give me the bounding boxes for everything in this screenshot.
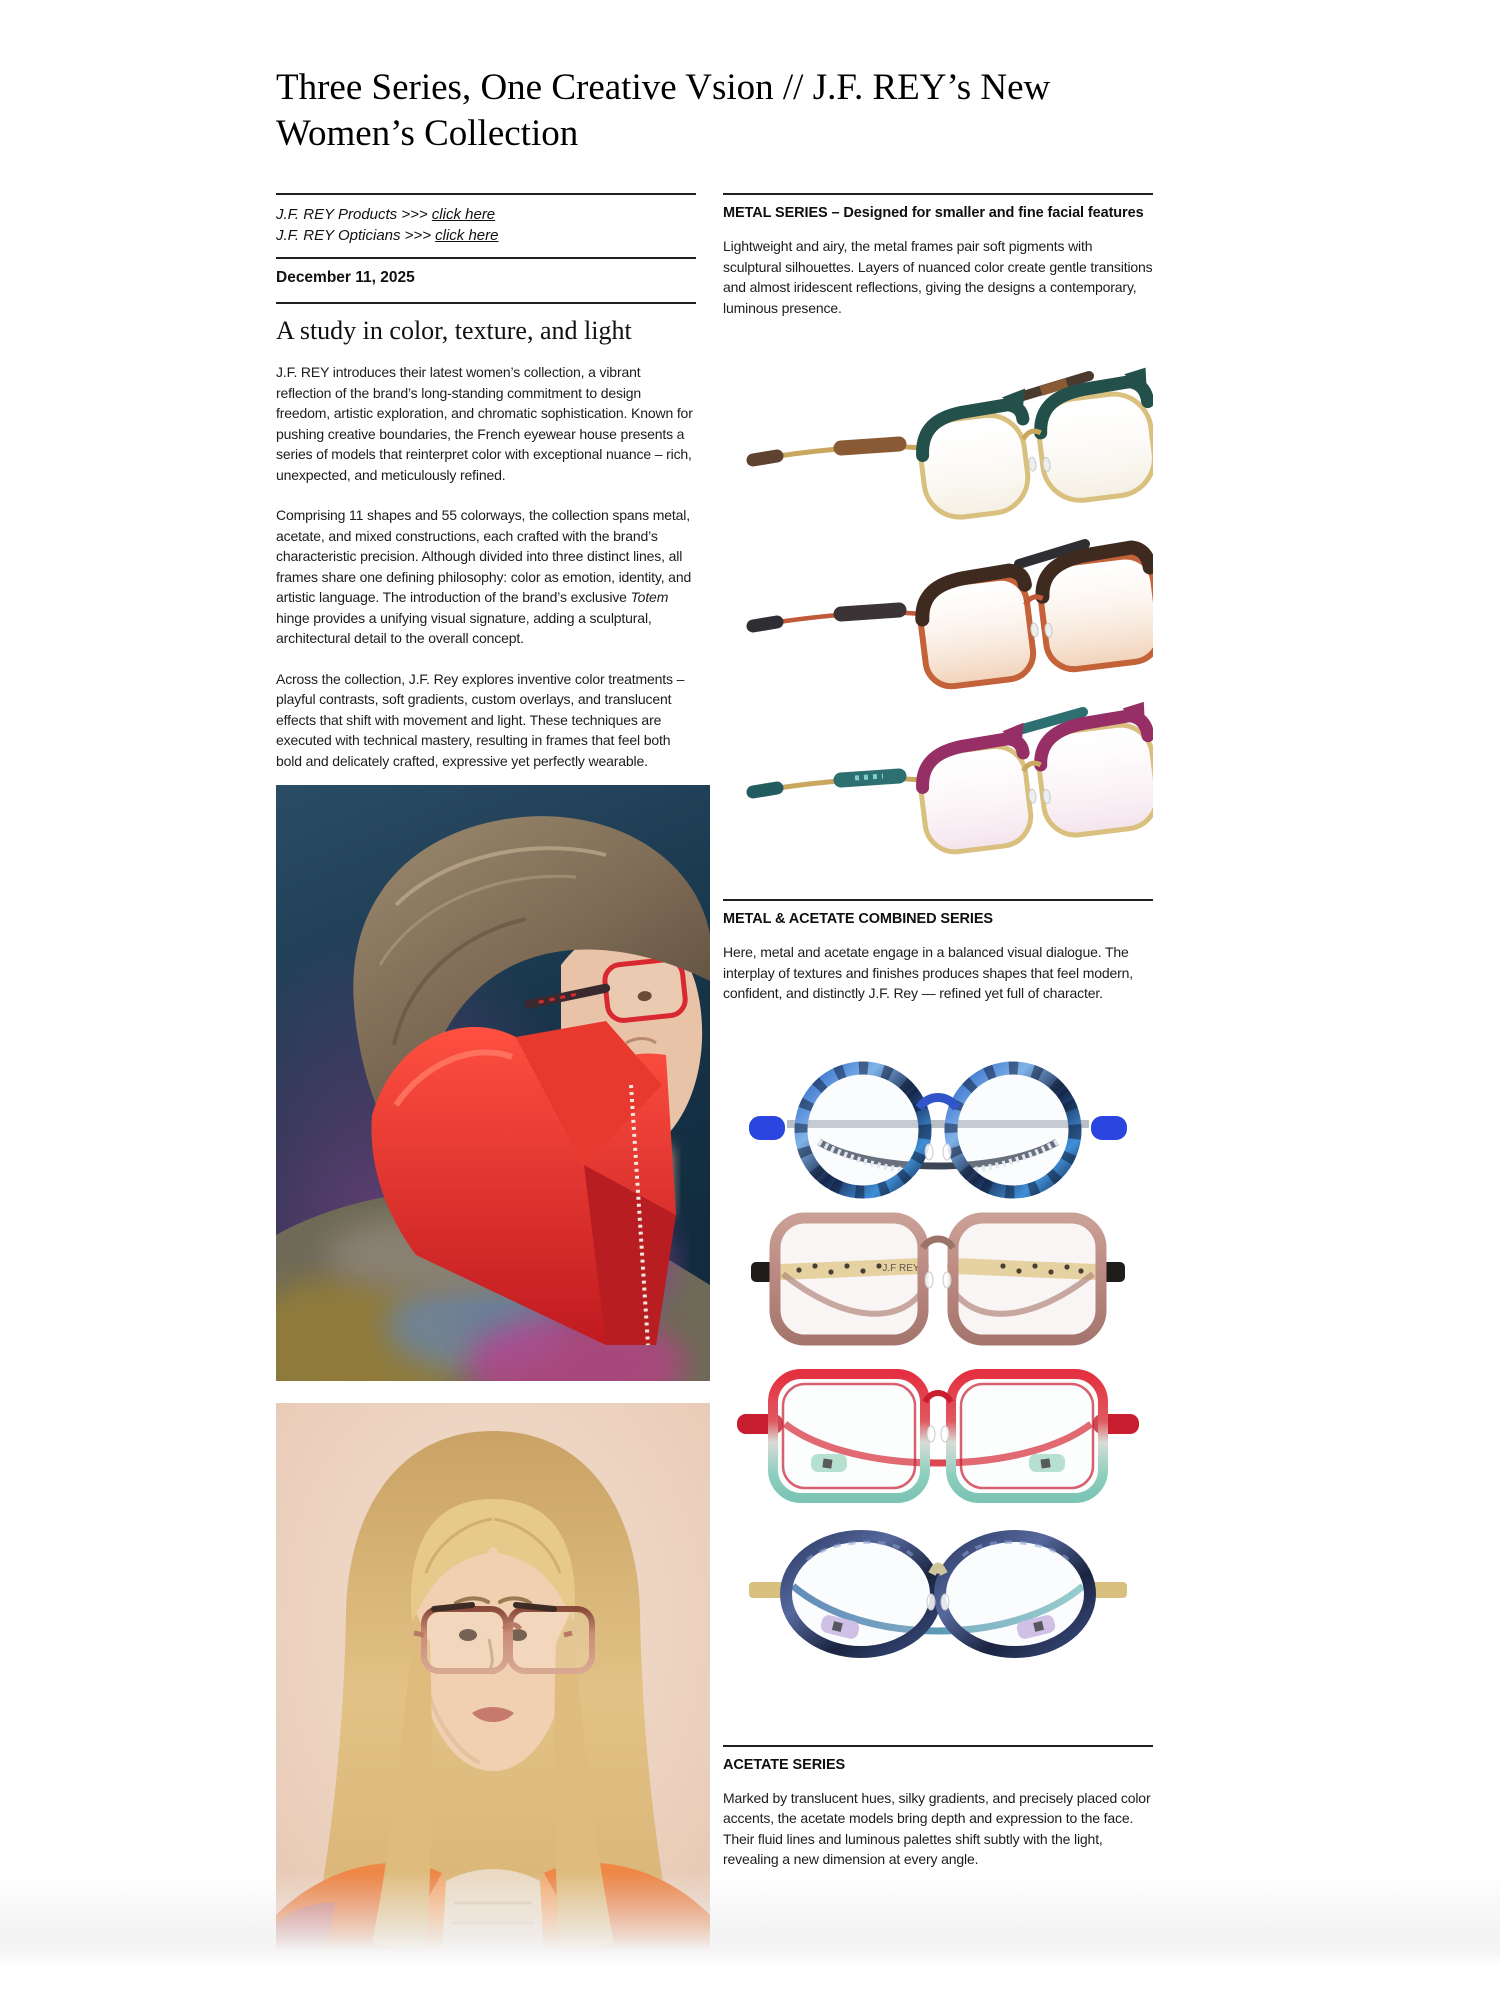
article-paragraph-2 [276,505,696,649]
section-heading-metal: METAL SERIES – Designed for smaller and fine facial features [723,205,1144,221]
divider [276,193,696,195]
paragraph-2-text: hinge provides a unifying visual signature, adding a sculptural, architectural detail to the overall concept. [276,609,652,646]
opticians-link-row [276,225,696,246]
products-click-here-link[interactable]: click here [431,206,496,223]
bottom-fade-overlay [0,1872,1500,2000]
article-paragraph-3: Across the collection, J.F. Rey explores inventive color treatments – playful contrasts, soft gradients, custom overlays, and translucent effects that shift with movement and light. These techniques are executed with technical mastery, resulting in frames that feel both bold and delicately crafted, expressive yet perfectly wearable. [276,670,685,769]
divider [723,1745,1153,1747]
opticians-link-prefix: J.F. REY Opticians [276,227,401,244]
paragraph-2-text: Comprising 11 shapes and 55 colorways, the collection spans metal, acetate, and mixed constructions, each crafted with the brand’s characteristic precision. Although divided into three distinct lines, all frames share one defining philosophy: color as emotion, identity, and artistic language. The introduction of the brand’s exclusive [276,507,692,605]
article-subheading: A study in color, texture, and light [276,316,632,345]
divider [276,257,696,259]
turtleneck [442,1869,544,1955]
page-title: Three Series, One Creative Vsion // J.F. REY’s New Women’s Collection [276,66,1051,154]
products-link-prefix: J.F. REY Products [276,206,398,223]
glasses-navy-marble-oval [749,1536,1127,1652]
glasses-red-mint-square [737,1374,1139,1498]
glasses-magenta-gold [753,702,1153,856]
section-body-metal: Lightweight and airy, the metal frames pair soft pigments with sculptural silhouettes. Layers of nuanced color create gentle transitions and almost iridescent reflections, giving the designs a contemporary, luminous presence. [723,238,1153,316]
section-body-acetate: Marked by translucent hues, silky gradients, and precisely placed color accents, the acetate models bring depth and expression to the face. Their fluid lines and luminous palettes shift subtly with the light, revealing a new dimension at every angle. [723,1789,1151,1867]
section-heading-combined: METAL & ACETATE COMBINED SERIES [723,911,993,927]
glasses-rose-leopard [751,1218,1125,1340]
arrows-glyph: >>> [401,206,428,223]
article-paragraph-1: J.F. REY introduces their latest women’s collection, a vibrant reflection of the brand’s long-standing commitment to design freedom, artistic exploration, and chromatic sophistication. Known for pushing creative boundaries, the French eyewear house presents a series of models that reinterpret color with exceptional nuance – rich, unexpected, and meticulously refined. [276,364,693,483]
combined-series-product-image [723,1022,1153,1732]
divider [723,193,1153,195]
opticians-click-here-link[interactable]: click here [435,227,499,244]
publish-date: December 11, 2025 [276,269,415,286]
totem-brand-word: Totem [630,589,669,605]
model-photo-red-collar [276,785,710,1381]
divider [276,302,696,304]
right-column [723,193,1153,1870]
section-heading-acetate: ACETATE SERIES [723,1756,846,1773]
glasses-teal-gold [753,368,1153,522]
arrows-glyph: >>> [404,227,431,244]
model-photo-blonde [276,1403,710,1955]
divider [723,899,1153,901]
metal-series-product-image [723,332,1153,888]
glasses-blue-mosaic-round [749,1068,1127,1192]
quick-links [276,204,696,246]
section-body-combined: Here, metal and acetate engage in a balanced visual dialogue. The interplay of textures and finishes produces shapes that feel modern, confident, and distinctly J.F. Rey — refined yet full of character. [723,944,1134,1001]
products-link-row [276,204,696,225]
glasses-brown-copper [753,544,1153,689]
left-column [276,193,696,1955]
